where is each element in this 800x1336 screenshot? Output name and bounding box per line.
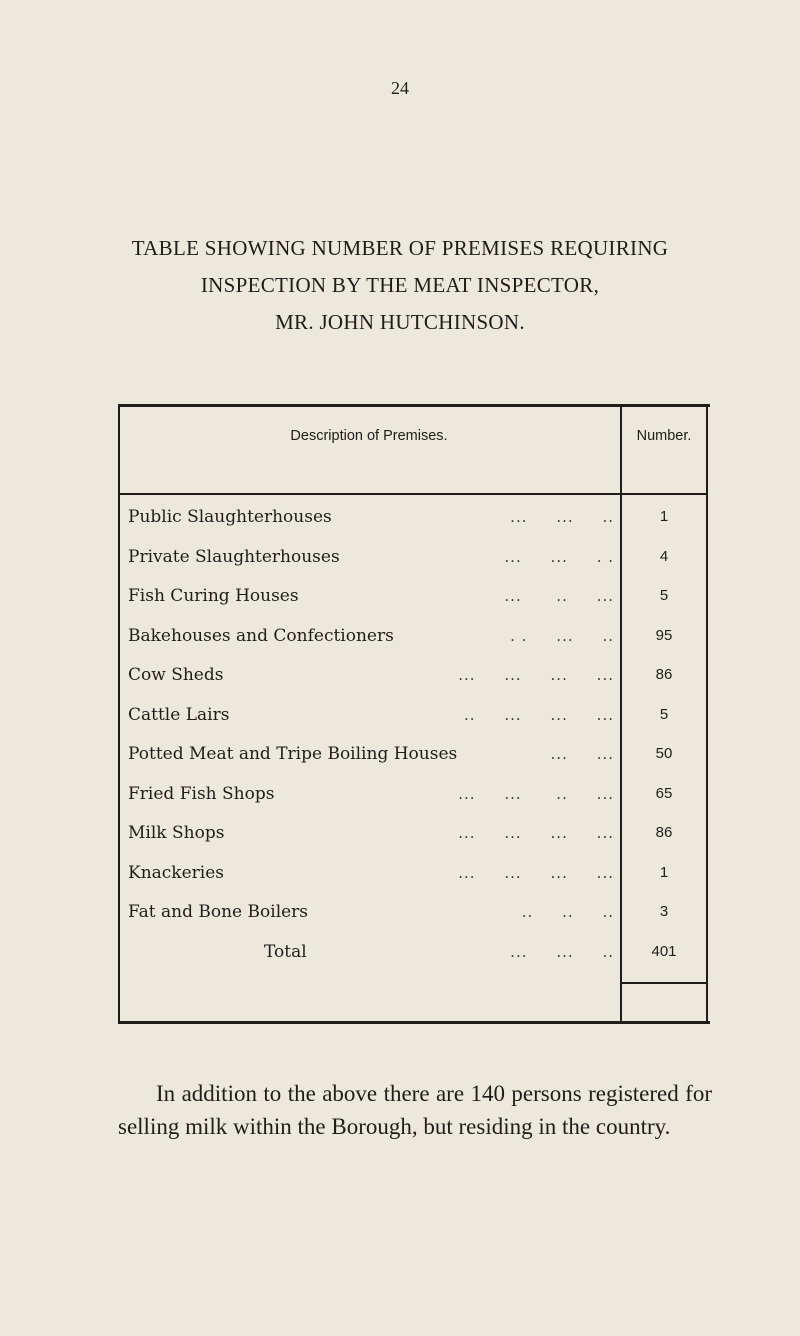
row-label: Public Slaughterhouses <box>128 507 332 527</box>
row-label: Fat and Bone Boilers <box>128 902 309 922</box>
total-value: 401 <box>651 943 677 960</box>
row-leaders: ... .. ... <box>504 587 614 605</box>
row-value: 5 <box>659 587 669 604</box>
premises-table <box>118 404 710 1026</box>
row-value: 5 <box>659 705 669 723</box>
table-row <box>118 779 708 809</box>
row-leaders: ... ... .. <box>510 943 614 961</box>
column-header-description: Description of Premises. <box>290 428 448 444</box>
table-row <box>118 581 708 611</box>
table-row <box>118 502 708 532</box>
row-leaders: . . ... .. <box>510 626 614 645</box>
row-label: Knackeries <box>128 862 225 883</box>
table-row <box>118 818 708 848</box>
row-value: 3 <box>659 903 669 920</box>
row-leaders: ... ... .. <box>510 508 614 526</box>
title-line: INSPECTION BY THE MEAT INSPECTOR, <box>200 273 600 297</box>
title-line: MR. JOHN HUTCHINSON. <box>275 310 525 334</box>
row-value: 86 <box>655 824 673 841</box>
total-rule <box>620 982 708 984</box>
row-leaders: ... ... ... ... <box>458 666 614 684</box>
table-row <box>118 660 708 690</box>
row-label: Bakehouses and Confectioners <box>128 625 394 646</box>
row-value: 65 <box>655 784 673 802</box>
row-label: Private Slaughterhouses <box>128 546 340 567</box>
page-title <box>60 230 740 341</box>
table-row <box>118 700 708 730</box>
row-value: 86 <box>655 666 673 683</box>
row-leaders: ... ... . . <box>504 547 614 566</box>
table-row <box>118 621 708 651</box>
row-value: 1 <box>659 863 669 881</box>
row-leaders: .. .. .. <box>521 903 614 921</box>
total-label: Total <box>264 942 307 962</box>
row-label: Cow Sheds <box>128 665 224 685</box>
row-value: 95 <box>655 626 673 644</box>
row-label: Cattle Lairs <box>128 704 230 725</box>
row-label: Fish Curing Houses <box>128 586 299 606</box>
header-rule <box>118 493 708 495</box>
row-value: 4 <box>659 547 669 565</box>
column-header-number: Number. <box>636 428 692 444</box>
body-paragraph: In addition to the above there are 140 persons registered for selling milk within the Borough, but residing in the country. <box>118 1081 712 1139</box>
title-line: TABLE SHOWING NUMBER OF PREMISES REQUIRING <box>131 236 669 260</box>
row-value: 1 <box>659 508 669 525</box>
row-leaders: .. ... ... ... <box>464 705 614 724</box>
page-number: 24 <box>391 78 409 98</box>
table-row <box>118 858 708 888</box>
row-leaders: ... ... ... ... <box>458 824 614 842</box>
table-row <box>118 739 708 769</box>
row-label: Fried Fish Shops <box>128 783 275 804</box>
table-bottom-rule <box>118 1021 710 1024</box>
table-row <box>118 542 708 572</box>
row-leaders: ... ... .. ... <box>458 784 614 803</box>
row-value: 50 <box>655 745 673 762</box>
row-label: Potted Meat and Tripe Boiling Houses <box>128 744 458 764</box>
row-leaders: ... ... ... ... <box>458 863 614 882</box>
row-leaders: ... ... <box>550 745 614 763</box>
total-row <box>118 937 708 967</box>
row-label: Milk Shops <box>128 823 225 843</box>
table-row <box>118 897 708 927</box>
